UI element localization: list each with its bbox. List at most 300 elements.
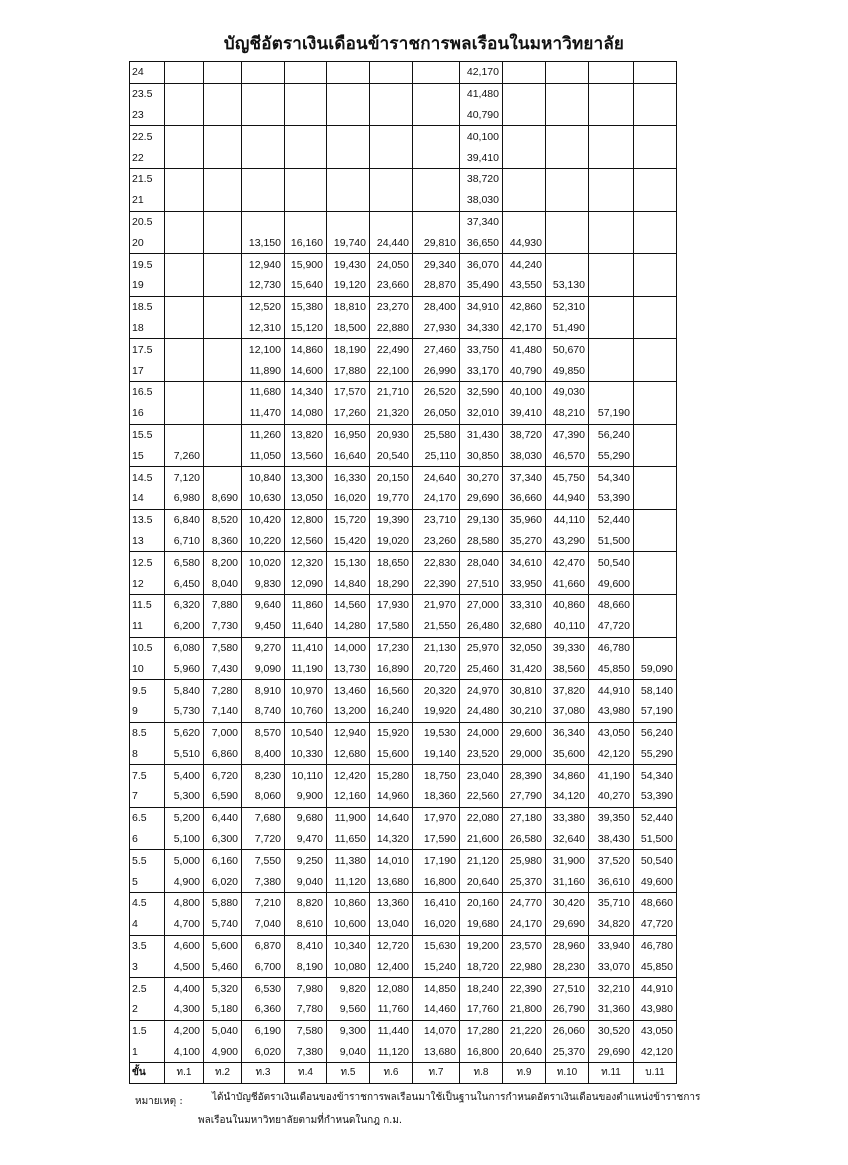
table-row [130, 296, 677, 317]
salary-cell [503, 168, 546, 189]
salary-cell [204, 83, 242, 104]
step-cell: 12.5 [130, 552, 165, 573]
salary-cell: 6,020 [242, 1042, 285, 1063]
salary-cell: 9,680 [285, 807, 327, 828]
salary-cell [370, 190, 413, 211]
salary-cell: 33,750 [460, 339, 503, 360]
salary-cell: 50,540 [589, 552, 634, 573]
salary-cell: 27,510 [460, 573, 503, 594]
salary-cell: 14,960 [370, 786, 413, 807]
step-cell: 2 [130, 999, 165, 1020]
salary-cell: 13,730 [327, 658, 370, 679]
salary-cell: 43,290 [546, 531, 589, 552]
salary-cell: 14,850 [413, 978, 460, 999]
salary-cell: 16,240 [370, 701, 413, 722]
salary-cell: 12,310 [242, 318, 285, 339]
table-row [130, 467, 677, 488]
step-cell: 23 [130, 105, 165, 126]
salary-cell [634, 318, 677, 339]
salary-cell [634, 190, 677, 211]
salary-cell: 48,660 [589, 594, 634, 615]
salary-cell: 9,090 [242, 658, 285, 679]
salary-cell [634, 488, 677, 509]
salary-cell: 4,100 [165, 1042, 204, 1063]
step-cell: 5 [130, 871, 165, 892]
table-row [130, 701, 677, 722]
salary-cell: 11,860 [285, 594, 327, 615]
step-cell: 2.5 [130, 978, 165, 999]
salary-cell: 17,760 [460, 999, 503, 1020]
salary-cell [165, 381, 204, 402]
salary-cell: 11,470 [242, 403, 285, 424]
salary-cell: 18,810 [327, 296, 370, 317]
step-cell: 20.5 [130, 211, 165, 232]
salary-cell: 19,120 [327, 275, 370, 296]
step-cell: 6 [130, 829, 165, 850]
salary-cell: 37,820 [546, 680, 589, 701]
salary-cell [546, 232, 589, 253]
salary-cell: 14,460 [413, 999, 460, 1020]
salary-cell: 9,560 [327, 999, 370, 1020]
step-cell: 10 [130, 658, 165, 679]
salary-cell [204, 232, 242, 253]
table-row [130, 1020, 677, 1041]
step-cell: 13 [130, 531, 165, 552]
salary-cell: 13,460 [327, 680, 370, 701]
salary-cell: 18,750 [413, 765, 460, 786]
salary-cell: 35,710 [589, 893, 634, 914]
column-header: ท.4 [285, 1063, 327, 1084]
salary-cell [204, 467, 242, 488]
salary-cell: 12,090 [285, 573, 327, 594]
salary-cell: 44,910 [634, 978, 677, 999]
salary-cell: 27,790 [503, 786, 546, 807]
salary-cell: 48,210 [546, 403, 589, 424]
salary-cell: 38,030 [503, 445, 546, 466]
salary-cell: 34,330 [460, 318, 503, 339]
salary-cell: 58,140 [634, 680, 677, 701]
step-cell: 4 [130, 914, 165, 935]
column-header: ท.11 [589, 1063, 634, 1084]
salary-cell: 37,520 [589, 850, 634, 871]
salary-cell: 17,190 [413, 850, 460, 871]
salary-cell [413, 105, 460, 126]
salary-cell: 49,850 [546, 360, 589, 381]
salary-cell: 12,400 [370, 956, 413, 977]
salary-cell: 25,460 [460, 658, 503, 679]
salary-cell: 57,190 [589, 403, 634, 424]
salary-cell: 12,160 [327, 786, 370, 807]
salary-cell [503, 83, 546, 104]
salary-cell: 8,040 [204, 573, 242, 594]
salary-cell: 52,310 [546, 296, 589, 317]
salary-cell: 12,680 [327, 744, 370, 765]
column-header: ท.10 [546, 1063, 589, 1084]
salary-cell: 46,570 [546, 445, 589, 466]
salary-cell [327, 83, 370, 104]
salary-cell: 7,550 [242, 850, 285, 871]
salary-cell [546, 126, 589, 147]
salary-cell: 14,600 [285, 360, 327, 381]
table-row [130, 616, 677, 637]
salary-cell: 57,190 [634, 701, 677, 722]
salary-cell: 7,040 [242, 914, 285, 935]
salary-cell: 17,260 [327, 403, 370, 424]
salary-cell: 41,190 [589, 765, 634, 786]
step-cell: 15 [130, 445, 165, 466]
salary-cell: 10,760 [285, 701, 327, 722]
salary-cell [204, 403, 242, 424]
salary-table-body [130, 62, 677, 1084]
salary-cell: 6,580 [165, 552, 204, 573]
salary-cell: 20,930 [370, 424, 413, 445]
salary-cell: 18,360 [413, 786, 460, 807]
salary-cell [285, 126, 327, 147]
salary-cell [370, 126, 413, 147]
salary-cell: 15,600 [370, 744, 413, 765]
salary-cell [165, 126, 204, 147]
salary-cell: 34,120 [546, 786, 589, 807]
salary-cell: 23,520 [460, 744, 503, 765]
salary-cell: 5,600 [204, 935, 242, 956]
salary-cell: 15,120 [285, 318, 327, 339]
table-row [130, 105, 677, 126]
table-row [130, 552, 677, 573]
salary-cell: 38,560 [546, 658, 589, 679]
salary-cell: 25,970 [460, 637, 503, 658]
salary-cell [503, 147, 546, 168]
salary-cell [327, 147, 370, 168]
salary-cell: 9,900 [285, 786, 327, 807]
salary-cell: 16,800 [460, 1042, 503, 1063]
salary-cell: 6,320 [165, 594, 204, 615]
header-row [130, 1063, 677, 1084]
salary-cell: 54,340 [634, 765, 677, 786]
column-header: บ.11 [634, 1063, 677, 1084]
salary-cell [589, 254, 634, 275]
salary-cell [413, 62, 460, 84]
salary-cell: 16,560 [370, 680, 413, 701]
salary-cell: 37,340 [503, 467, 546, 488]
salary-cell: 6,530 [242, 978, 285, 999]
salary-cell: 30,850 [460, 445, 503, 466]
salary-cell [285, 83, 327, 104]
salary-cell: 16,020 [327, 488, 370, 509]
salary-cell [589, 147, 634, 168]
column-header: ท.6 [370, 1063, 413, 1084]
salary-cell: 47,720 [589, 616, 634, 637]
salary-cell [634, 467, 677, 488]
salary-cell: 13,300 [285, 467, 327, 488]
table-row [130, 914, 677, 935]
salary-cell: 5,960 [165, 658, 204, 679]
salary-cell [634, 232, 677, 253]
table-row [130, 360, 677, 381]
salary-cell: 42,170 [503, 318, 546, 339]
salary-cell: 49,030 [546, 381, 589, 402]
salary-cell: 24,170 [503, 914, 546, 935]
salary-cell [327, 211, 370, 232]
salary-cell: 55,290 [589, 445, 634, 466]
salary-cell [589, 339, 634, 360]
salary-cell [204, 360, 242, 381]
salary-cell: 37,080 [546, 701, 589, 722]
salary-cell: 21,710 [370, 381, 413, 402]
salary-cell: 22,390 [413, 573, 460, 594]
step-cell: 11 [130, 616, 165, 637]
column-header: ท.5 [327, 1063, 370, 1084]
salary-cell: 10,840 [242, 467, 285, 488]
salary-cell [634, 616, 677, 637]
salary-cell: 8,400 [242, 744, 285, 765]
salary-cell: 43,980 [589, 701, 634, 722]
salary-cell [546, 168, 589, 189]
step-cell: 12 [130, 573, 165, 594]
salary-cell: 22,490 [370, 339, 413, 360]
salary-cell: 11,260 [242, 424, 285, 445]
salary-cell: 8,740 [242, 701, 285, 722]
salary-cell: 5,040 [204, 1020, 242, 1041]
salary-cell [634, 552, 677, 573]
salary-cell: 11,050 [242, 445, 285, 466]
salary-cell: 4,900 [165, 871, 204, 892]
note-label: หมายเหตุ : [135, 1096, 183, 1107]
salary-cell: 50,540 [634, 850, 677, 871]
salary-cell: 10,540 [285, 722, 327, 743]
salary-cell: 9,040 [285, 871, 327, 892]
salary-cell: 15,240 [413, 956, 460, 977]
salary-cell: 4,800 [165, 893, 204, 914]
salary-cell: 24,000 [460, 722, 503, 743]
salary-cell: 4,300 [165, 999, 204, 1020]
salary-cell: 19,430 [327, 254, 370, 275]
salary-cell [242, 147, 285, 168]
salary-cell: 14,340 [285, 381, 327, 402]
salary-cell: 4,600 [165, 935, 204, 956]
salary-cell: 20,540 [370, 445, 413, 466]
salary-cell: 23,570 [503, 935, 546, 956]
table-row [130, 871, 677, 892]
salary-cell: 36,660 [503, 488, 546, 509]
step-cell: 11.5 [130, 594, 165, 615]
salary-cell: 16,890 [370, 658, 413, 679]
salary-cell [204, 168, 242, 189]
salary-cell: 22,100 [370, 360, 413, 381]
salary-cell: 14,840 [327, 573, 370, 594]
salary-cell: 24,480 [460, 701, 503, 722]
salary-cell: 12,420 [327, 765, 370, 786]
salary-cell [165, 424, 204, 445]
salary-cell [242, 190, 285, 211]
column-header: ท.8 [460, 1063, 503, 1084]
note-line-2: พลเรือนในมหาวิทยาลัยตามที่กำหนดในกฎ ก.ม. [198, 1115, 403, 1126]
salary-cell: 13,360 [370, 893, 413, 914]
salary-cell: 5,400 [165, 765, 204, 786]
salary-cell [165, 275, 204, 296]
salary-cell [285, 211, 327, 232]
salary-cell [589, 211, 634, 232]
step-cell: 19 [130, 275, 165, 296]
salary-cell [589, 168, 634, 189]
salary-table [129, 61, 677, 1084]
table-row [130, 190, 677, 211]
salary-cell: 30,270 [460, 467, 503, 488]
salary-cell: 9,270 [242, 637, 285, 658]
salary-cell [242, 62, 285, 84]
salary-cell: 11,380 [327, 850, 370, 871]
salary-cell: 43,050 [589, 722, 634, 743]
salary-cell: 17,570 [327, 381, 370, 402]
salary-cell: 39,330 [546, 637, 589, 658]
salary-cell [634, 360, 677, 381]
salary-cell [242, 168, 285, 189]
salary-cell: 7,380 [285, 1042, 327, 1063]
salary-cell: 40,790 [503, 360, 546, 381]
salary-cell: 10,970 [285, 680, 327, 701]
salary-cell: 25,980 [503, 850, 546, 871]
salary-cell: 56,240 [634, 722, 677, 743]
salary-cell [589, 360, 634, 381]
salary-cell: 20,640 [460, 871, 503, 892]
salary-cell: 16,020 [413, 914, 460, 935]
table-row [130, 531, 677, 552]
table-row [130, 765, 677, 786]
salary-cell: 15,920 [370, 722, 413, 743]
salary-cell [242, 211, 285, 232]
step-cell: 21.5 [130, 168, 165, 189]
salary-cell: 6,860 [204, 744, 242, 765]
salary-cell: 4,200 [165, 1020, 204, 1041]
salary-cell [242, 83, 285, 104]
salary-cell: 24,770 [503, 893, 546, 914]
salary-cell: 7,380 [242, 871, 285, 892]
salary-cell [285, 105, 327, 126]
salary-cell: 36,650 [460, 232, 503, 253]
salary-cell: 6,360 [242, 999, 285, 1020]
document-title: บัญชีอัตราเงินเดือนข้าราชการพลเรือนในมหาวิทยาลัย [223, 34, 625, 54]
salary-cell: 6,710 [165, 531, 204, 552]
salary-cell: 19,770 [370, 488, 413, 509]
salary-cell: 21,320 [370, 403, 413, 424]
salary-cell: 5,740 [204, 914, 242, 935]
salary-cell [165, 168, 204, 189]
salary-cell [503, 62, 546, 84]
salary-cell: 23,270 [370, 296, 413, 317]
salary-cell: 14,000 [327, 637, 370, 658]
salary-cell: 8,910 [242, 680, 285, 701]
table-row [130, 807, 677, 828]
salary-cell: 31,430 [460, 424, 503, 445]
salary-cell [327, 62, 370, 84]
salary-cell: 11,760 [370, 999, 413, 1020]
salary-cell [589, 126, 634, 147]
salary-cell: 6,450 [165, 573, 204, 594]
table-row [130, 254, 677, 275]
salary-cell [165, 296, 204, 317]
salary-cell [204, 339, 242, 360]
salary-cell [634, 339, 677, 360]
salary-cell: 36,610 [589, 871, 634, 892]
salary-cell [165, 211, 204, 232]
salary-cell: 10,630 [242, 488, 285, 509]
salary-cell: 33,380 [546, 807, 589, 828]
salary-cell: 31,160 [546, 871, 589, 892]
salary-cell: 39,410 [460, 147, 503, 168]
salary-cell: 22,830 [413, 552, 460, 573]
salary-cell: 16,800 [413, 871, 460, 892]
table-row [130, 935, 677, 956]
salary-cell [370, 105, 413, 126]
table-row [130, 594, 677, 615]
table-row [130, 168, 677, 189]
step-cell: 16.5 [130, 381, 165, 402]
salary-cell: 21,600 [460, 829, 503, 850]
salary-cell: 32,590 [460, 381, 503, 402]
salary-cell: 10,110 [285, 765, 327, 786]
salary-cell: 49,600 [634, 871, 677, 892]
salary-cell: 52,440 [634, 807, 677, 828]
table-row [130, 978, 677, 999]
salary-cell: 9,250 [285, 850, 327, 871]
salary-cell: 18,240 [460, 978, 503, 999]
salary-cell: 11,900 [327, 807, 370, 828]
table-row [130, 488, 677, 509]
salary-cell: 39,350 [589, 807, 634, 828]
salary-cell [546, 105, 589, 126]
salary-cell [589, 275, 634, 296]
salary-cell [634, 168, 677, 189]
salary-cell [165, 190, 204, 211]
salary-cell: 29,810 [413, 232, 460, 253]
salary-cell: 19,530 [413, 722, 460, 743]
salary-cell [204, 62, 242, 84]
table-row [130, 1042, 677, 1063]
salary-cell: 28,400 [413, 296, 460, 317]
salary-cell [204, 190, 242, 211]
salary-cell: 21,220 [503, 1020, 546, 1041]
salary-cell [634, 424, 677, 445]
salary-cell: 5,180 [204, 999, 242, 1020]
salary-cell: 27,000 [460, 594, 503, 615]
salary-cell: 8,060 [242, 786, 285, 807]
salary-cell: 6,300 [204, 829, 242, 850]
salary-cell [165, 254, 204, 275]
table-row [130, 680, 677, 701]
salary-cell: 16,160 [285, 232, 327, 253]
salary-cell [546, 190, 589, 211]
table-row [130, 381, 677, 402]
step-cell: 18.5 [130, 296, 165, 317]
step-cell: 17.5 [130, 339, 165, 360]
salary-cell: 5,510 [165, 744, 204, 765]
salary-cell: 12,730 [242, 275, 285, 296]
step-cell: 3.5 [130, 935, 165, 956]
salary-cell: 25,580 [413, 424, 460, 445]
salary-cell: 26,480 [460, 616, 503, 637]
salary-cell: 8,200 [204, 552, 242, 573]
table-row [130, 786, 677, 807]
salary-cell: 6,590 [204, 786, 242, 807]
salary-cell: 41,660 [546, 573, 589, 594]
salary-cell: 40,110 [546, 616, 589, 637]
salary-cell: 7,120 [165, 467, 204, 488]
salary-cell: 24,440 [370, 232, 413, 253]
salary-cell: 40,100 [503, 381, 546, 402]
column-header: ท.1 [165, 1063, 204, 1084]
salary-cell: 14,010 [370, 850, 413, 871]
salary-cell: 34,910 [460, 296, 503, 317]
salary-cell [503, 211, 546, 232]
